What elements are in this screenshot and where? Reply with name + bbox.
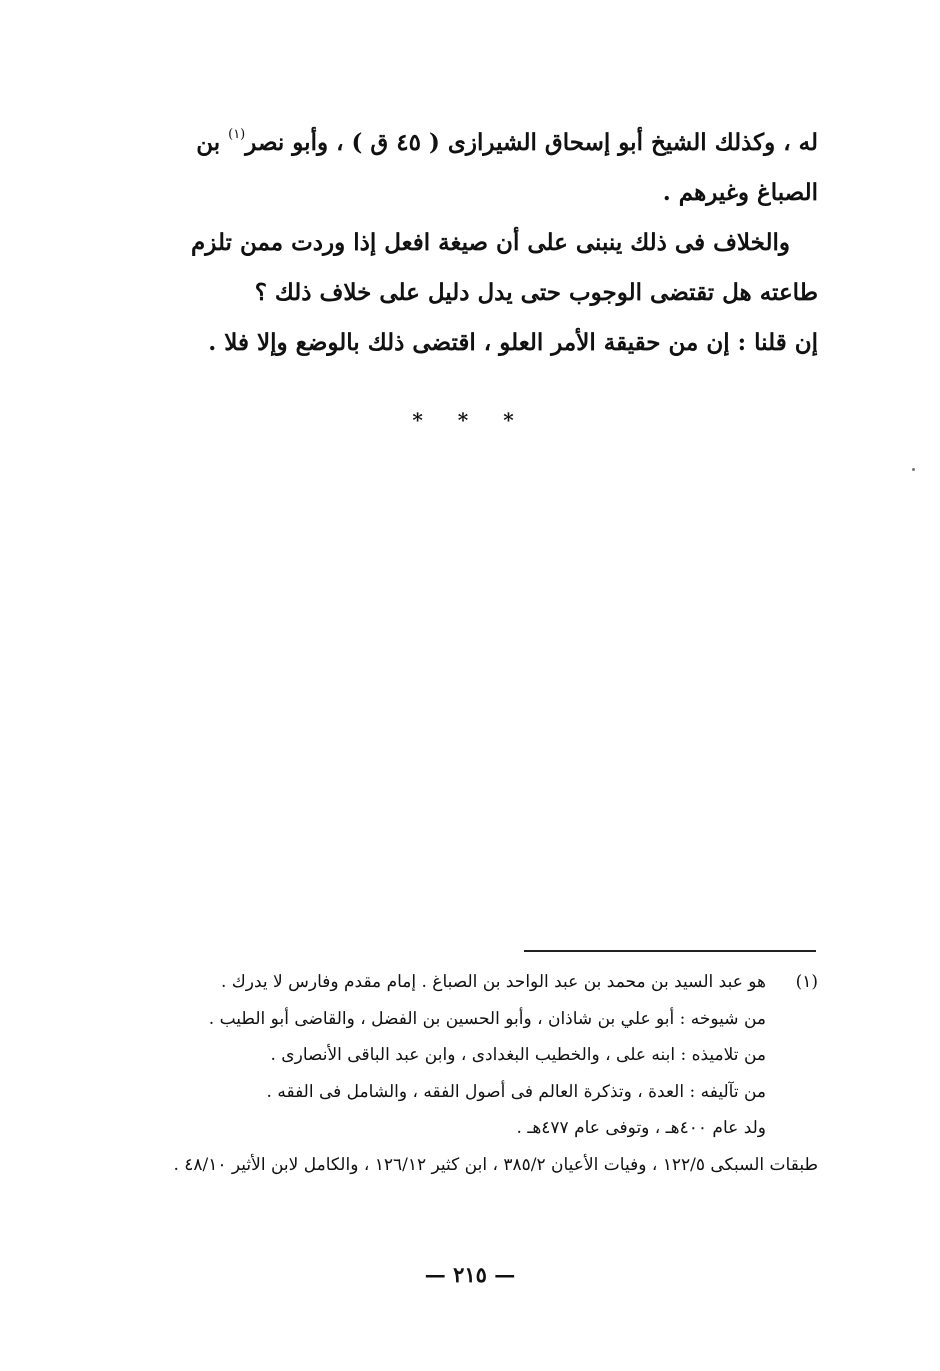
section-separator: * * * <box>412 408 528 432</box>
footnotes <box>128 964 818 1183</box>
footnote-entry <box>128 964 818 1147</box>
paragraph-1-start: له ، وكذلك الشيخ أبو إسحاق الشيرازى ( ٤٥ ق ) ، وأبو نصر <box>245 129 818 156</box>
footnote-divider <box>524 950 816 952</box>
paragraph-2: والخلاف فى ذلك ينبنى على أن صيغة افعل إذا وردت ممن تلزم طاعته هل تقتضى الوجوب حتى يدل دليل على خلاف ذلك ؟ <box>191 229 818 306</box>
footnote-line: ولد عام ٤٠٠هـ ، وتوفى عام ٤٧٧هـ . <box>516 1118 766 1138</box>
footnote-line: من شيوخه : أبو علي بن شاذان ، وأبو الحسين بن الفضل ، والقاضى أبو الطيب . <box>208 1008 766 1029</box>
paragraph-1-end: بن الصباغ وغيرهم . <box>196 129 818 206</box>
paragraph-3: إن قلنا : إن من حقيقة الأمر العلو ، اقتضى ذلك بالوضع وإلا فلا . <box>208 329 818 356</box>
footnote-body <box>128 964 766 1147</box>
footnote-sources: طبقات السبكى ١٢٢/٥ ، وفيات الأعيان ٣٨٥/٢ ، ابن كثير ١٢٦/١٢ ، والكامل لابن الأثير ٤٨/١٠ . <box>173 1154 818 1175</box>
scan-speck <box>912 468 915 471</box>
page-number: — ٢١٥ — <box>424 1262 516 1287</box>
footnote-line: من تلاميذه : ابنه على ، والخطيب البغدادى ، وابن عبد الباقى الأنصارى . <box>270 1045 766 1065</box>
paragraph-1 <box>128 118 818 218</box>
main-text <box>128 118 818 368</box>
footnote-line: من تآليفه : العدة ، وتذكرة العالم فى أصول الفقه ، والشامل فى الفقه . <box>266 1081 766 1102</box>
footnote-number: (١) <box>795 972 818 992</box>
footnote-line: هو عبد السيد بن محمد بن عبد الواحد بن الصباغ . إمام مقدم وفارس لا يدرك . <box>220 972 766 992</box>
footnote-reference: (١) <box>228 127 246 142</box>
